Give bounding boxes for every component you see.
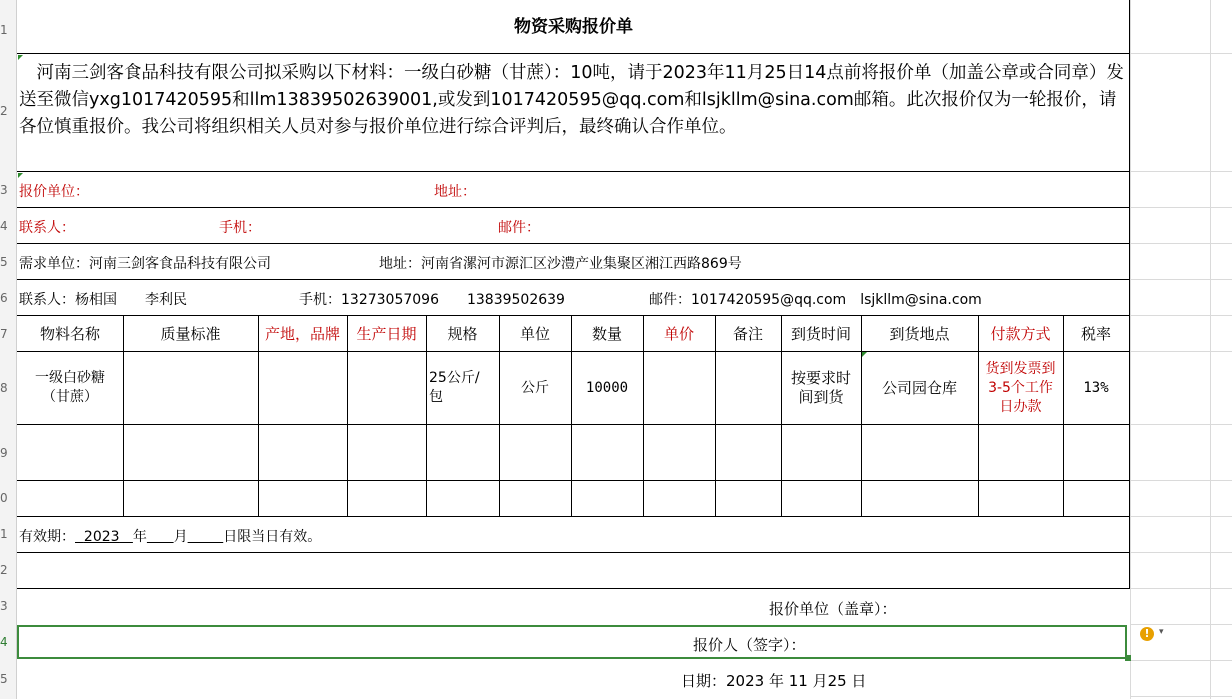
cell-payment[interactable]: 货到发票到 3-5个工作 日办款 <box>985 360 1056 415</box>
cell-unit[interactable]: 公斤 <box>521 379 549 396</box>
border-line <box>17 552 1130 553</box>
grid-line <box>1130 480 1232 481</box>
grid-line <box>1130 207 1232 208</box>
cell-marker <box>18 173 23 178</box>
grid-line <box>1130 588 1232 589</box>
email-label[interactable]: 邮件： <box>498 220 540 236</box>
header-price[interactable]: 单价 <box>663 325 694 343</box>
validity-line[interactable] <box>19 526 321 546</box>
row-number[interactable]: 2 <box>0 563 8 577</box>
header-payment[interactable]: 付款方式 <box>990 325 1051 343</box>
cell-quality[interactable] <box>123 352 258 424</box>
grid-line <box>1130 552 1232 553</box>
header-date[interactable]: 生产日期 <box>356 325 417 343</box>
contact-label[interactable]: 联系人： <box>19 220 75 236</box>
grid-line <box>1130 0 1131 699</box>
validity-prefix: 有效期： <box>19 529 75 545</box>
row-number[interactable]: 5 <box>0 672 8 686</box>
grid-line <box>1130 624 1232 625</box>
validity-month-blank <box>147 529 174 545</box>
row-number[interactable]: 6 <box>0 291 8 305</box>
border-line <box>17 480 1130 481</box>
row-header <box>0 0 17 699</box>
border-line <box>17 588 1130 589</box>
demand-email[interactable]: 邮件：1017420595@qq.com lsjkllm@sina.com <box>649 292 982 308</box>
header-origin[interactable]: 产地，品牌 <box>264 325 340 343</box>
border-line <box>17 315 1130 316</box>
chevron-down-icon[interactable]: ▾ <box>1159 627 1164 637</box>
border-line <box>17 424 1130 425</box>
cell-origin[interactable] <box>258 352 347 424</box>
border-line <box>17 516 1130 517</box>
header-arrival-time[interactable]: 到货时间 <box>790 325 851 343</box>
cell-spec[interactable]: 25公斤/ 包 <box>429 370 480 405</box>
phone-label[interactable]: 手机： <box>219 220 261 236</box>
row-number[interactable]: 3 <box>0 599 8 613</box>
border-line <box>17 279 1130 280</box>
grid-line <box>1130 696 1232 697</box>
demand-contact[interactable]: 联系人：杨相国 李利民 <box>19 292 187 308</box>
grid-line <box>1130 660 1232 661</box>
demand-address[interactable]: 地址：河南省漯河市源汇区沙澧产业集聚区湘江西路869号 <box>379 256 742 272</box>
cell-qty[interactable]: 10000 <box>585 379 629 396</box>
cell-arrival-time[interactable]: 按要求时 间到货 <box>790 369 851 406</box>
row-number[interactable]: 8 <box>0 381 8 395</box>
grid-line <box>1130 171 1232 172</box>
header-arrival-place[interactable]: 到货地点 <box>889 325 950 343</box>
border-line <box>17 53 1130 54</box>
demand-unit[interactable]: 需求单位：河南三剑客食品科技有限公司 <box>19 256 271 272</box>
header-material[interactable]: 物料名称 <box>39 325 100 343</box>
row-number[interactable]: 1 <box>0 527 8 541</box>
demand-phone[interactable]: 手机：13273057096 13839502639 <box>299 292 565 308</box>
quote-unit-label[interactable]: 报价单位： <box>19 184 89 200</box>
row-number[interactable]: 7 <box>0 327 8 341</box>
header-unit[interactable]: 单位 <box>519 325 550 343</box>
grid-line <box>1210 0 1211 699</box>
grid-line <box>1130 315 1232 316</box>
validity-year-label: 年 <box>132 529 147 545</box>
row-number[interactable]: 4 <box>0 635 8 649</box>
header-qty[interactable]: 数量 <box>591 325 622 343</box>
validity-year: 2023 <box>83 529 120 545</box>
page-title[interactable]: 物资采购报价单 <box>514 17 633 37</box>
row-number[interactable]: 3 <box>0 183 8 197</box>
quotation-sheet <box>17 0 1130 699</box>
row-number[interactable]: 9 <box>0 446 8 460</box>
cell-price[interactable] <box>643 352 715 424</box>
border-line <box>17 207 1130 208</box>
row-number[interactable]: 4 <box>0 219 8 233</box>
validity-month-label: 月 <box>173 529 188 545</box>
validity-day-label: 日限当日有效。 <box>223 529 322 545</box>
intro-text[interactable]: 河南三剑客食品科技有限公司拟采购以下材料：一级白砂糖（甘蔗）：10吨，请于2023年11月25日14点前将报价单（加盖公章或合同章）发送至微信yxg1017420595和llm13839502639001,或发到1017420595@qq.com和lsjkllm@sina.com邮箱。此次报价仅为一轮报价，请各位慎重报价。我公司将组织相关人员对参与报价单位进行综合评判后，最终确认合作单位。 <box>19 63 1124 137</box>
header-remark[interactable]: 备注 <box>732 325 763 343</box>
date-line[interactable]: 日期：2023 年 11 月25 日 <box>681 672 867 690</box>
header-spec[interactable]: 规格 <box>447 325 478 343</box>
cell-arrival-place[interactable]: 公司园仓库 <box>881 378 957 397</box>
grid-line <box>1130 516 1232 517</box>
header-quality[interactable]: 质量标准 <box>160 325 221 343</box>
row-number[interactable]: 5 <box>0 255 8 269</box>
border-line <box>17 171 1130 172</box>
row-number[interactable]: 0 <box>0 491 8 505</box>
grid-line <box>1130 279 1232 280</box>
warning-icon[interactable]: ! <box>1140 627 1154 641</box>
quoter-signature[interactable]: 报价人（签字）： <box>693 636 806 654</box>
grid-line <box>1130 243 1232 244</box>
border-line <box>17 243 1130 244</box>
grid-line <box>1130 424 1232 425</box>
grid-line <box>1130 351 1232 352</box>
validity-day-blank <box>188 529 224 545</box>
quote-unit-seal[interactable]: 报价单位（盖章）： <box>769 600 897 618</box>
address-label[interactable]: 地址： <box>434 184 476 200</box>
cell-tax[interactable]: 13% <box>1083 379 1109 396</box>
cell-remark[interactable] <box>715 352 781 424</box>
fill-handle[interactable] <box>1125 655 1131 661</box>
cell-material[interactable]: 一级白砂糖 （甘蔗） <box>35 370 105 405</box>
cell-date[interactable] <box>347 352 426 424</box>
border-line <box>1129 0 1130 588</box>
grid-line <box>1130 53 1232 54</box>
row-number[interactable]: 2 <box>0 104 8 118</box>
row-number[interactable]: 1 <box>0 23 8 37</box>
header-tax[interactable]: 税率 <box>1080 325 1111 343</box>
selected-cell[interactable] <box>17 625 1127 659</box>
